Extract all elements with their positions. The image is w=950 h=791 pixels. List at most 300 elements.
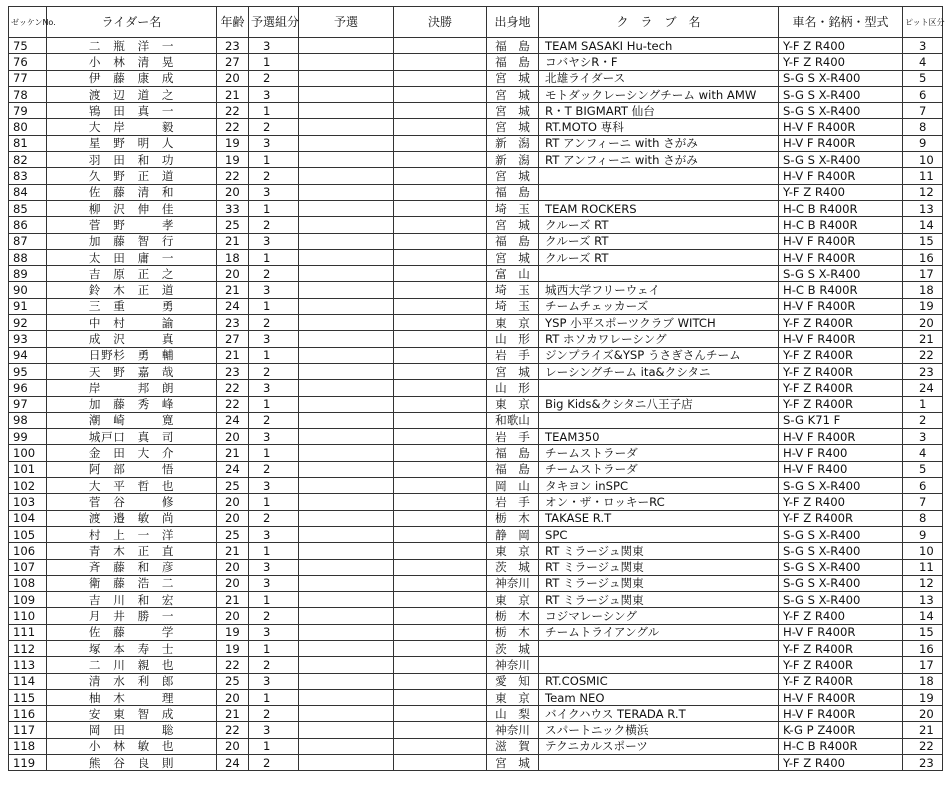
final-result: [394, 543, 487, 559]
machine: H-V F R400R: [779, 233, 903, 249]
final-result: [394, 298, 487, 314]
club-name: RT.COSMIC: [539, 673, 779, 689]
qualifying-result: [299, 657, 394, 673]
qualifying-result: [299, 640, 394, 656]
qualifying-result: [299, 233, 394, 249]
pit-division: 21: [903, 722, 943, 738]
rider-name: 小 林 敏 也: [47, 738, 217, 754]
machine: Y-F Z R400: [779, 38, 903, 54]
table-row: [9, 543, 943, 559]
prefecture: 茨 城: [487, 559, 539, 575]
club-name: TEAM350: [539, 429, 779, 445]
pit-division: 17: [903, 266, 943, 282]
prefecture: 福 島: [487, 445, 539, 461]
machine: S-G S X-R400: [779, 86, 903, 102]
qual-group: 1: [249, 396, 299, 412]
prefecture: 和歌山: [487, 412, 539, 428]
zekken-number: 91: [9, 298, 47, 314]
qual-group: 3: [249, 135, 299, 151]
machine: H-V F R400R: [779, 249, 903, 265]
rider-name: 衛 藤 浩 二: [47, 575, 217, 591]
zekken-number: 81: [9, 135, 47, 151]
table-row: [9, 86, 943, 102]
age: 20: [217, 608, 249, 624]
pit-division: 9: [903, 526, 943, 542]
qual-group: 1: [249, 200, 299, 216]
final-result: [394, 168, 487, 184]
table-row: [9, 200, 943, 216]
final-result: [394, 494, 487, 510]
header-row: [9, 7, 943, 38]
table-row: [9, 217, 943, 233]
qualifying-result: [299, 673, 394, 689]
qualifying-result: [299, 624, 394, 640]
prefecture: 福 島: [487, 461, 539, 477]
header-machine: 車名・銘柄・型式: [779, 7, 903, 38]
pit-division: 6: [903, 86, 943, 102]
zekken-number: 101: [9, 461, 47, 477]
machine: H-C B R400R: [779, 738, 903, 754]
prefecture: 神奈川: [487, 657, 539, 673]
pit-division: 23: [903, 363, 943, 379]
table-row: [9, 363, 943, 379]
pit-division: 23: [903, 755, 943, 771]
machine: H-V F R400R: [779, 119, 903, 135]
zekken-number: 114: [9, 673, 47, 689]
qual-group: 2: [249, 461, 299, 477]
final-result: [394, 331, 487, 347]
final-result: [394, 608, 487, 624]
table-row: [9, 315, 943, 331]
age: 19: [217, 624, 249, 640]
header-age: 年齢: [217, 7, 249, 38]
table-row: [9, 70, 943, 86]
table-row: [9, 298, 943, 314]
qual-group: 2: [249, 119, 299, 135]
age: 20: [217, 689, 249, 705]
rider-name: 城戸口 真 司: [47, 429, 217, 445]
machine: Y-F Z R400: [779, 184, 903, 200]
qualifying-result: [299, 738, 394, 754]
final-result: [394, 38, 487, 54]
rider-name: 大 平 哲 也: [47, 478, 217, 494]
qual-group: 1: [249, 640, 299, 656]
final-result: [394, 282, 487, 298]
table-row: [9, 429, 943, 445]
prefecture: 埼 玉: [487, 282, 539, 298]
zekken-number: 90: [9, 282, 47, 298]
machine: H-V F R400R: [779, 298, 903, 314]
zekken-number: 78: [9, 86, 47, 102]
club-name: クルーズ RT: [539, 217, 779, 233]
rider-name: 佐 藤 清 和: [47, 184, 217, 200]
entry-list-table: [8, 6, 943, 771]
zekken-number: 107: [9, 559, 47, 575]
rider-name: 岡 田 聡: [47, 722, 217, 738]
zekken-number: 116: [9, 706, 47, 722]
pit-division: 15: [903, 233, 943, 249]
machine: Y-F Z R400R: [779, 396, 903, 412]
zekken-number: 105: [9, 526, 47, 542]
pit-division: 7: [903, 103, 943, 119]
age: 20: [217, 494, 249, 510]
header-qual-group: 予選組分: [249, 7, 299, 38]
qual-group: 1: [249, 103, 299, 119]
table-row: [9, 396, 943, 412]
age: 20: [217, 510, 249, 526]
rider-name: 斉 藤 和 彦: [47, 559, 217, 575]
final-result: [394, 412, 487, 428]
zekken-number: 108: [9, 575, 47, 591]
pit-division: 10: [903, 152, 943, 168]
machine: S-G S X-R400: [779, 266, 903, 282]
club-name: ジンプライズ&YSP うさぎさんチーム: [539, 347, 779, 363]
age: 21: [217, 592, 249, 608]
machine: S-G S X-R400: [779, 526, 903, 542]
qual-group: 1: [249, 347, 299, 363]
table-row: [9, 412, 943, 428]
rider-name: 星 野 明 人: [47, 135, 217, 151]
machine: Y-F Z R400: [779, 494, 903, 510]
qualifying-result: [299, 526, 394, 542]
rider-name: 熊 谷 良 則: [47, 755, 217, 771]
table-row: [9, 103, 943, 119]
zekken-number: 89: [9, 266, 47, 282]
machine: S-G K71 F: [779, 412, 903, 428]
qual-group: 1: [249, 494, 299, 510]
club-name: クルーズ RT: [539, 249, 779, 265]
table-row: [9, 624, 943, 640]
table-row: [9, 673, 943, 689]
age: 23: [217, 363, 249, 379]
prefecture: 宮 城: [487, 86, 539, 102]
club-name: スパートニック横浜: [539, 722, 779, 738]
rider-name: 金 田 大 介: [47, 445, 217, 461]
qualifying-result: [299, 249, 394, 265]
prefecture: 宮 城: [487, 70, 539, 86]
rider-name: 柳 沢 伸 佳: [47, 200, 217, 216]
machine: Y-F Z R400: [779, 755, 903, 771]
rider-name: 鈴 木 正 道: [47, 282, 217, 298]
club-name: YSP 小平スポーツクラブ WITCH: [539, 315, 779, 331]
age: 22: [217, 722, 249, 738]
age: 24: [217, 461, 249, 477]
table-row: [9, 347, 943, 363]
club-name: [539, 266, 779, 282]
prefecture: 宮 城: [487, 363, 539, 379]
zekken-number: 110: [9, 608, 47, 624]
final-result: [394, 510, 487, 526]
qual-group: 2: [249, 510, 299, 526]
age: 24: [217, 755, 249, 771]
prefecture: 栃 木: [487, 624, 539, 640]
pit-division: 16: [903, 640, 943, 656]
rider-name: 潮 崎 寛: [47, 412, 217, 428]
table-row: [9, 494, 943, 510]
prefecture: 滋 賀: [487, 738, 539, 754]
qualifying-result: [299, 478, 394, 494]
qual-group: 1: [249, 543, 299, 559]
qualifying-result: [299, 119, 394, 135]
qual-group: 1: [249, 298, 299, 314]
table-row: [9, 608, 943, 624]
club-name: チームトライアングル: [539, 624, 779, 640]
qualifying-result: [299, 217, 394, 233]
age: 21: [217, 543, 249, 559]
qual-group: 2: [249, 315, 299, 331]
machine: Y-F Z R400R: [779, 315, 903, 331]
age: 25: [217, 217, 249, 233]
pit-division: 1: [903, 396, 943, 412]
table-row: [9, 689, 943, 705]
machine: H-V F R400R: [779, 624, 903, 640]
qual-group: 3: [249, 478, 299, 494]
pit-division: 24: [903, 380, 943, 396]
pit-division: 9: [903, 135, 943, 151]
rider-name: 菅 谷 修: [47, 494, 217, 510]
age: 21: [217, 445, 249, 461]
final-result: [394, 103, 487, 119]
rider-name: 吉 川 和 宏: [47, 592, 217, 608]
age: 20: [217, 184, 249, 200]
prefecture: 宮 城: [487, 103, 539, 119]
table-row: [9, 592, 943, 608]
pit-division: 11: [903, 559, 943, 575]
prefecture: 山 形: [487, 380, 539, 396]
qual-group: 3: [249, 380, 299, 396]
qual-group: 3: [249, 282, 299, 298]
club-name: RT アンフィーニ with さがみ: [539, 152, 779, 168]
club-name: [539, 168, 779, 184]
rider-name: 小 林 清 晃: [47, 54, 217, 70]
table-row: [9, 738, 943, 754]
machine: Y-F Z R400R: [779, 380, 903, 396]
qual-group: 3: [249, 624, 299, 640]
prefecture: 神奈川: [487, 575, 539, 591]
club-name: コバヤシR・F: [539, 54, 779, 70]
prefecture: 富 山: [487, 266, 539, 282]
machine: H-C B R400R: [779, 217, 903, 233]
rider-name: 天 野 嘉 哉: [47, 363, 217, 379]
prefecture: 東 京: [487, 592, 539, 608]
pit-division: 6: [903, 478, 943, 494]
qual-group: 2: [249, 657, 299, 673]
table-row: [9, 657, 943, 673]
machine: H-C B R400R: [779, 200, 903, 216]
rider-name: 太 田 庸 一: [47, 249, 217, 265]
age: 22: [217, 380, 249, 396]
table-row: [9, 559, 943, 575]
pit-division: 19: [903, 298, 943, 314]
age: 21: [217, 347, 249, 363]
prefecture: 岡 山: [487, 478, 539, 494]
machine: S-G S X-R400: [779, 70, 903, 86]
header-final: 決勝: [394, 7, 487, 38]
zekken-number: 84: [9, 184, 47, 200]
age: 22: [217, 119, 249, 135]
qualifying-result: [299, 54, 394, 70]
qualifying-result: [299, 363, 394, 379]
qual-group: 3: [249, 233, 299, 249]
club-name: SPC: [539, 526, 779, 542]
age: 22: [217, 168, 249, 184]
pit-division: 22: [903, 347, 943, 363]
qual-group: 3: [249, 38, 299, 54]
zekken-number: 93: [9, 331, 47, 347]
pit-division: 10: [903, 543, 943, 559]
rider-name: 柚 木 理: [47, 689, 217, 705]
pit-division: 11: [903, 168, 943, 184]
qualifying-result: [299, 429, 394, 445]
qual-group: 3: [249, 331, 299, 347]
club-name: [539, 755, 779, 771]
zekken-number: 118: [9, 738, 47, 754]
final-result: [394, 592, 487, 608]
prefecture: 宮 城: [487, 217, 539, 233]
prefecture: 新 潟: [487, 135, 539, 151]
pit-division: 14: [903, 608, 943, 624]
pit-division: 18: [903, 282, 943, 298]
final-result: [394, 689, 487, 705]
final-result: [394, 86, 487, 102]
club-name: TEAM SASAKI Hu-tech: [539, 38, 779, 54]
rider-name: 渡 辺 道 之: [47, 86, 217, 102]
pit-division: 22: [903, 738, 943, 754]
qualifying-result: [299, 412, 394, 428]
zekken-number: 111: [9, 624, 47, 640]
final-result: [394, 624, 487, 640]
qualifying-result: [299, 282, 394, 298]
prefecture: 新 潟: [487, 152, 539, 168]
machine: H-V F R400R: [779, 706, 903, 722]
table-row: [9, 575, 943, 591]
qualifying-result: [299, 168, 394, 184]
qualifying-result: [299, 543, 394, 559]
rider-name: 岸 邦 朗: [47, 380, 217, 396]
rider-name: 阿 部 悟: [47, 461, 217, 477]
pit-division: 2: [903, 412, 943, 428]
final-result: [394, 722, 487, 738]
final-result: [394, 559, 487, 575]
prefecture: 山 梨: [487, 706, 539, 722]
qual-group: 2: [249, 706, 299, 722]
age: 19: [217, 152, 249, 168]
table-row: [9, 152, 943, 168]
machine: Y-F Z R400R: [779, 657, 903, 673]
final-result: [394, 217, 487, 233]
table-row: [9, 331, 943, 347]
machine: S-G S X-R400: [779, 103, 903, 119]
age: 19: [217, 640, 249, 656]
zekken-number: 75: [9, 38, 47, 54]
table-row: [9, 135, 943, 151]
pit-division: 12: [903, 184, 943, 200]
club-name: TEAM ROCKERS: [539, 200, 779, 216]
header-zekken-no: ゼッケンNo.: [9, 7, 47, 38]
table-row: [9, 445, 943, 461]
age: 20: [217, 266, 249, 282]
zekken-number: 104: [9, 510, 47, 526]
rider-name: 吉 原 正 之: [47, 266, 217, 282]
pit-division: 12: [903, 575, 943, 591]
final-result: [394, 478, 487, 494]
machine: S-G S X-R400: [779, 592, 903, 608]
age: 20: [217, 429, 249, 445]
prefecture: 神奈川: [487, 722, 539, 738]
club-name: RT.MOTO 専科: [539, 119, 779, 135]
prefecture: 福 島: [487, 184, 539, 200]
rider-name: 中 村 諭: [47, 315, 217, 331]
zekken-number: 83: [9, 168, 47, 184]
club-name: RT ホソカワレーシング: [539, 331, 779, 347]
qualifying-result: [299, 608, 394, 624]
machine: H-V F R400: [779, 461, 903, 477]
qualifying-result: [299, 559, 394, 575]
age: 27: [217, 54, 249, 70]
age: 22: [217, 396, 249, 412]
age: 21: [217, 86, 249, 102]
prefecture: 岩 手: [487, 429, 539, 445]
final-result: [394, 119, 487, 135]
zekken-number: 94: [9, 347, 47, 363]
zekken-number: 88: [9, 249, 47, 265]
machine: H-V F R400: [779, 445, 903, 461]
zekken-number: 77: [9, 70, 47, 86]
rider-name: 二 川 親 也: [47, 657, 217, 673]
rider-name: 清 水 利 郎: [47, 673, 217, 689]
club-name: レーシングチーム ita&クシタニ: [539, 363, 779, 379]
zekken-number: 79: [9, 103, 47, 119]
club-name: [539, 657, 779, 673]
qual-group: 1: [249, 592, 299, 608]
rider-name: 伊 藤 康 成: [47, 70, 217, 86]
machine: S-G S X-R400: [779, 543, 903, 559]
zekken-number: 103: [9, 494, 47, 510]
pit-division: 13: [903, 592, 943, 608]
qual-group: 3: [249, 86, 299, 102]
pit-division: 3: [903, 38, 943, 54]
table-row: [9, 526, 943, 542]
age: 20: [217, 575, 249, 591]
qualifying-result: [299, 38, 394, 54]
table-row: [9, 119, 943, 135]
rider-name: 渡 邉 敏 尚: [47, 510, 217, 526]
rider-name: 塚 本 寿 士: [47, 640, 217, 656]
qual-group: 1: [249, 738, 299, 754]
pit-division: 7: [903, 494, 943, 510]
club-name: オン・ザ・ロッキーRC: [539, 494, 779, 510]
final-result: [394, 738, 487, 754]
qualifying-result: [299, 298, 394, 314]
prefecture: 静 岡: [487, 526, 539, 542]
rider-name: 加 藤 智 行: [47, 233, 217, 249]
table-row: [9, 755, 943, 771]
rider-name: 二 瓶 洋 一: [47, 38, 217, 54]
qualifying-result: [299, 266, 394, 282]
pit-division: 16: [903, 249, 943, 265]
final-result: [394, 380, 487, 396]
zekken-number: 76: [9, 54, 47, 70]
table-row: [9, 282, 943, 298]
rider-name: 日野杉 勇 輔: [47, 347, 217, 363]
table-row: [9, 722, 943, 738]
qual-group: 1: [249, 54, 299, 70]
table-row: [9, 510, 943, 526]
final-result: [394, 575, 487, 591]
club-name: [539, 184, 779, 200]
qual-group: 3: [249, 526, 299, 542]
table-row: [9, 38, 943, 54]
